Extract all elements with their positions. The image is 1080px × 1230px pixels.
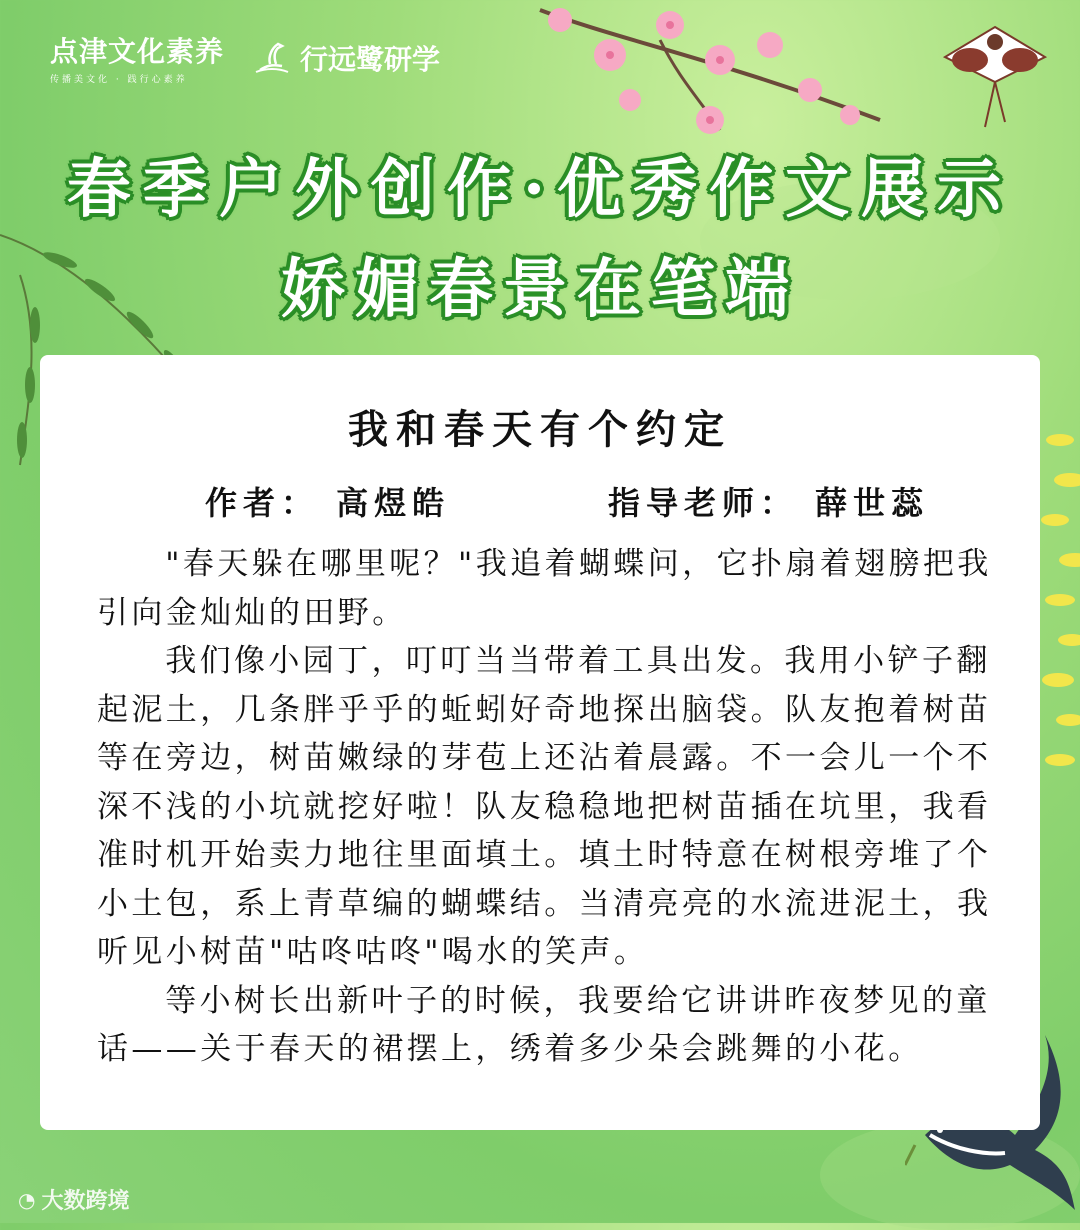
watermark-text: 大数跨境 [41,1189,130,1214]
page-subtitle: 娇媚春景在笔端 [281,252,799,327]
essay-teacher: 指导老师： 薛世蕊 [608,484,930,522]
essay-author: 作者： 高煜皓 [205,484,451,522]
essay-paragraph: "春天躲在哪里呢？"我追着蝴蝶问，它扑扇着翅膀把我引向金灿灿的田野。 [97,546,992,631]
brand-logo-primary [50,30,224,85]
essay-paragraph: 等小树长出新叶子的时候，我要给它讲讲昨夜梦见的童话——关于春天的裙摆上，绣着多少朵会跳舞的小花。 [97,982,991,1067]
cherry-blossom-branch-decoration [520,0,900,150]
essay-body [97,540,997,1074]
brand-logo-primary-text: 点津文化素养 [50,35,225,68]
header-logos [50,30,440,85]
watermark-logo-icon: ◔ [18,1187,36,1212]
essay-title: 我和春天有个约定 [348,406,732,453]
watermark [18,1184,129,1215]
brand-logo-secondary [252,38,440,78]
kite-decoration [940,22,1050,132]
egret-icon [252,38,292,78]
brand-logo-tagline: 传播美文化 · 践行心素养 [50,75,188,85]
page-title: 春季户外创作·优秀作文展示 [66,152,1014,227]
essay-paragraph: 我们像小园丁，叮叮当当带着工具出发。我用小铲子翻起泥土，几条胖乎乎的蚯蚓好奇地探出脑袋。队友抱着树苗等在旁边，树苗嫩绿的芽苞上还沾着晨露。不一会儿一个不深不浅的小坑就挖好啦！队友稳稳地把树苗插在坑里，我看准时机开始卖力地往里面填土。填土时特意在树根旁堆了个小土包，系上青草编的蝴蝶结。当清亮亮的水流进泥土，我听见小树苗"咕咚咕咚"喝水的笑声。 [97,643,992,970]
brand-logo-secondary-text: 行远鹭研学 [300,42,441,76]
